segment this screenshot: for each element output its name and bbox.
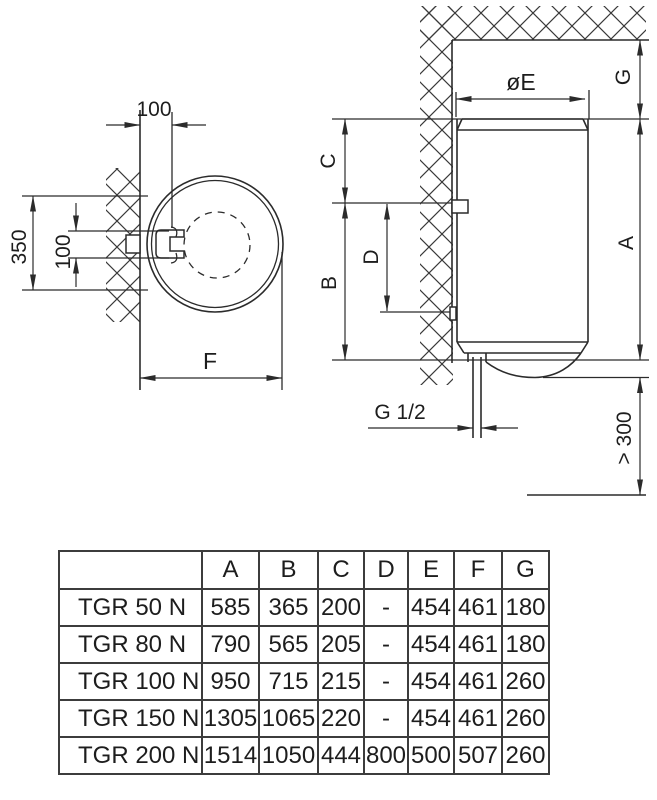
table-cell: 260 bbox=[502, 700, 549, 737]
dim-label-offset-100: 100 bbox=[136, 98, 172, 121]
table-row bbox=[59, 737, 549, 774]
table-cell: 454 bbox=[408, 700, 454, 737]
wall-hatch-side bbox=[420, 6, 453, 385]
table-header-cell: F bbox=[454, 551, 502, 589]
table-cell: 454 bbox=[408, 626, 454, 663]
table-cell: 180 bbox=[502, 626, 549, 663]
table-cell: 507 bbox=[454, 737, 502, 774]
table-cell: 500 bbox=[408, 737, 454, 774]
table-cell: 1050 bbox=[259, 737, 318, 774]
table-cell: - bbox=[364, 626, 408, 663]
table-header-cell: D bbox=[364, 551, 408, 589]
model-cell: TGR 200 N bbox=[59, 737, 202, 774]
table-row bbox=[59, 663, 549, 700]
table-cell: 1514 bbox=[202, 737, 259, 774]
table-cell: 444 bbox=[318, 737, 364, 774]
dim-label-pipe-thread: G 1/2 bbox=[374, 401, 426, 424]
table-header-cell: G bbox=[502, 551, 549, 589]
table-cell: 461 bbox=[454, 589, 502, 626]
model-cell: TGR 50 N bbox=[59, 589, 202, 626]
heater-outline bbox=[457, 119, 588, 378]
table-cell: - bbox=[364, 700, 408, 737]
table-header-cell bbox=[59, 551, 202, 589]
table-cell: - bbox=[364, 589, 408, 626]
side-view bbox=[317, 6, 649, 495]
dim-label-f: F bbox=[202, 348, 218, 374]
front-view bbox=[8, 98, 283, 390]
model-cell: TGR 150 N bbox=[59, 700, 202, 737]
table-header-cell: A bbox=[202, 551, 259, 589]
mounting-bracket-lower bbox=[450, 307, 456, 320]
inlet-pipe bbox=[473, 357, 481, 438]
table-cell: 454 bbox=[408, 663, 454, 700]
dim-label-a: A bbox=[615, 235, 638, 251]
dim-label-350: 350 bbox=[8, 229, 31, 265]
table-row bbox=[59, 589, 549, 626]
table-cell: 565 bbox=[259, 626, 318, 663]
dim-label-holes-100: 100 bbox=[52, 234, 75, 270]
table-cell: 461 bbox=[454, 626, 502, 663]
table-cell: 260 bbox=[502, 663, 549, 700]
tank-hidden-circle bbox=[184, 212, 250, 278]
dim-label-d: D bbox=[360, 249, 383, 265]
mounting-bracket-upper bbox=[452, 200, 468, 213]
table-cell: 205 bbox=[318, 626, 364, 663]
model-cell: TGR 80 N bbox=[59, 626, 202, 663]
table-row bbox=[59, 626, 549, 663]
dim-label-diameter-e: øE bbox=[506, 69, 536, 95]
table-row bbox=[59, 700, 549, 737]
table-header-cell: E bbox=[408, 551, 454, 589]
table-cell: 1065 bbox=[259, 700, 318, 737]
table-cell: 790 bbox=[202, 626, 259, 663]
hanging-bracket bbox=[156, 230, 184, 258]
wall-anchor bbox=[126, 235, 140, 253]
table-cell: 1305 bbox=[202, 700, 259, 737]
table-cell: 220 bbox=[318, 700, 364, 737]
table-cell: 200 bbox=[318, 589, 364, 626]
dimension-table bbox=[58, 550, 550, 775]
table-cell: 461 bbox=[454, 663, 502, 700]
dim-label-floor-clearance: > 300 bbox=[613, 411, 636, 465]
table-cell: 461 bbox=[454, 700, 502, 737]
table-header-row bbox=[59, 551, 549, 589]
dim-label-b: B bbox=[318, 275, 341, 291]
table-cell: - bbox=[364, 663, 408, 700]
table-cell: 585 bbox=[202, 589, 259, 626]
table-cell: 260 bbox=[502, 737, 549, 774]
table-cell: 365 bbox=[259, 589, 318, 626]
table-cell: 180 bbox=[502, 589, 549, 626]
model-cell: TGR 100 N bbox=[59, 663, 202, 700]
table-cell: 454 bbox=[408, 589, 454, 626]
table-cell: 950 bbox=[202, 663, 259, 700]
ceiling-hatch bbox=[420, 6, 646, 40]
table-header-cell: B bbox=[259, 551, 318, 589]
table-cell: 715 bbox=[259, 663, 318, 700]
bottom-cover-curve bbox=[486, 353, 581, 378]
dim-label-g: G bbox=[612, 68, 635, 86]
dim-label-c: C bbox=[317, 153, 340, 169]
table-header-cell: C bbox=[318, 551, 364, 589]
table-cell: 800 bbox=[364, 737, 408, 774]
table-cell: 215 bbox=[318, 663, 364, 700]
